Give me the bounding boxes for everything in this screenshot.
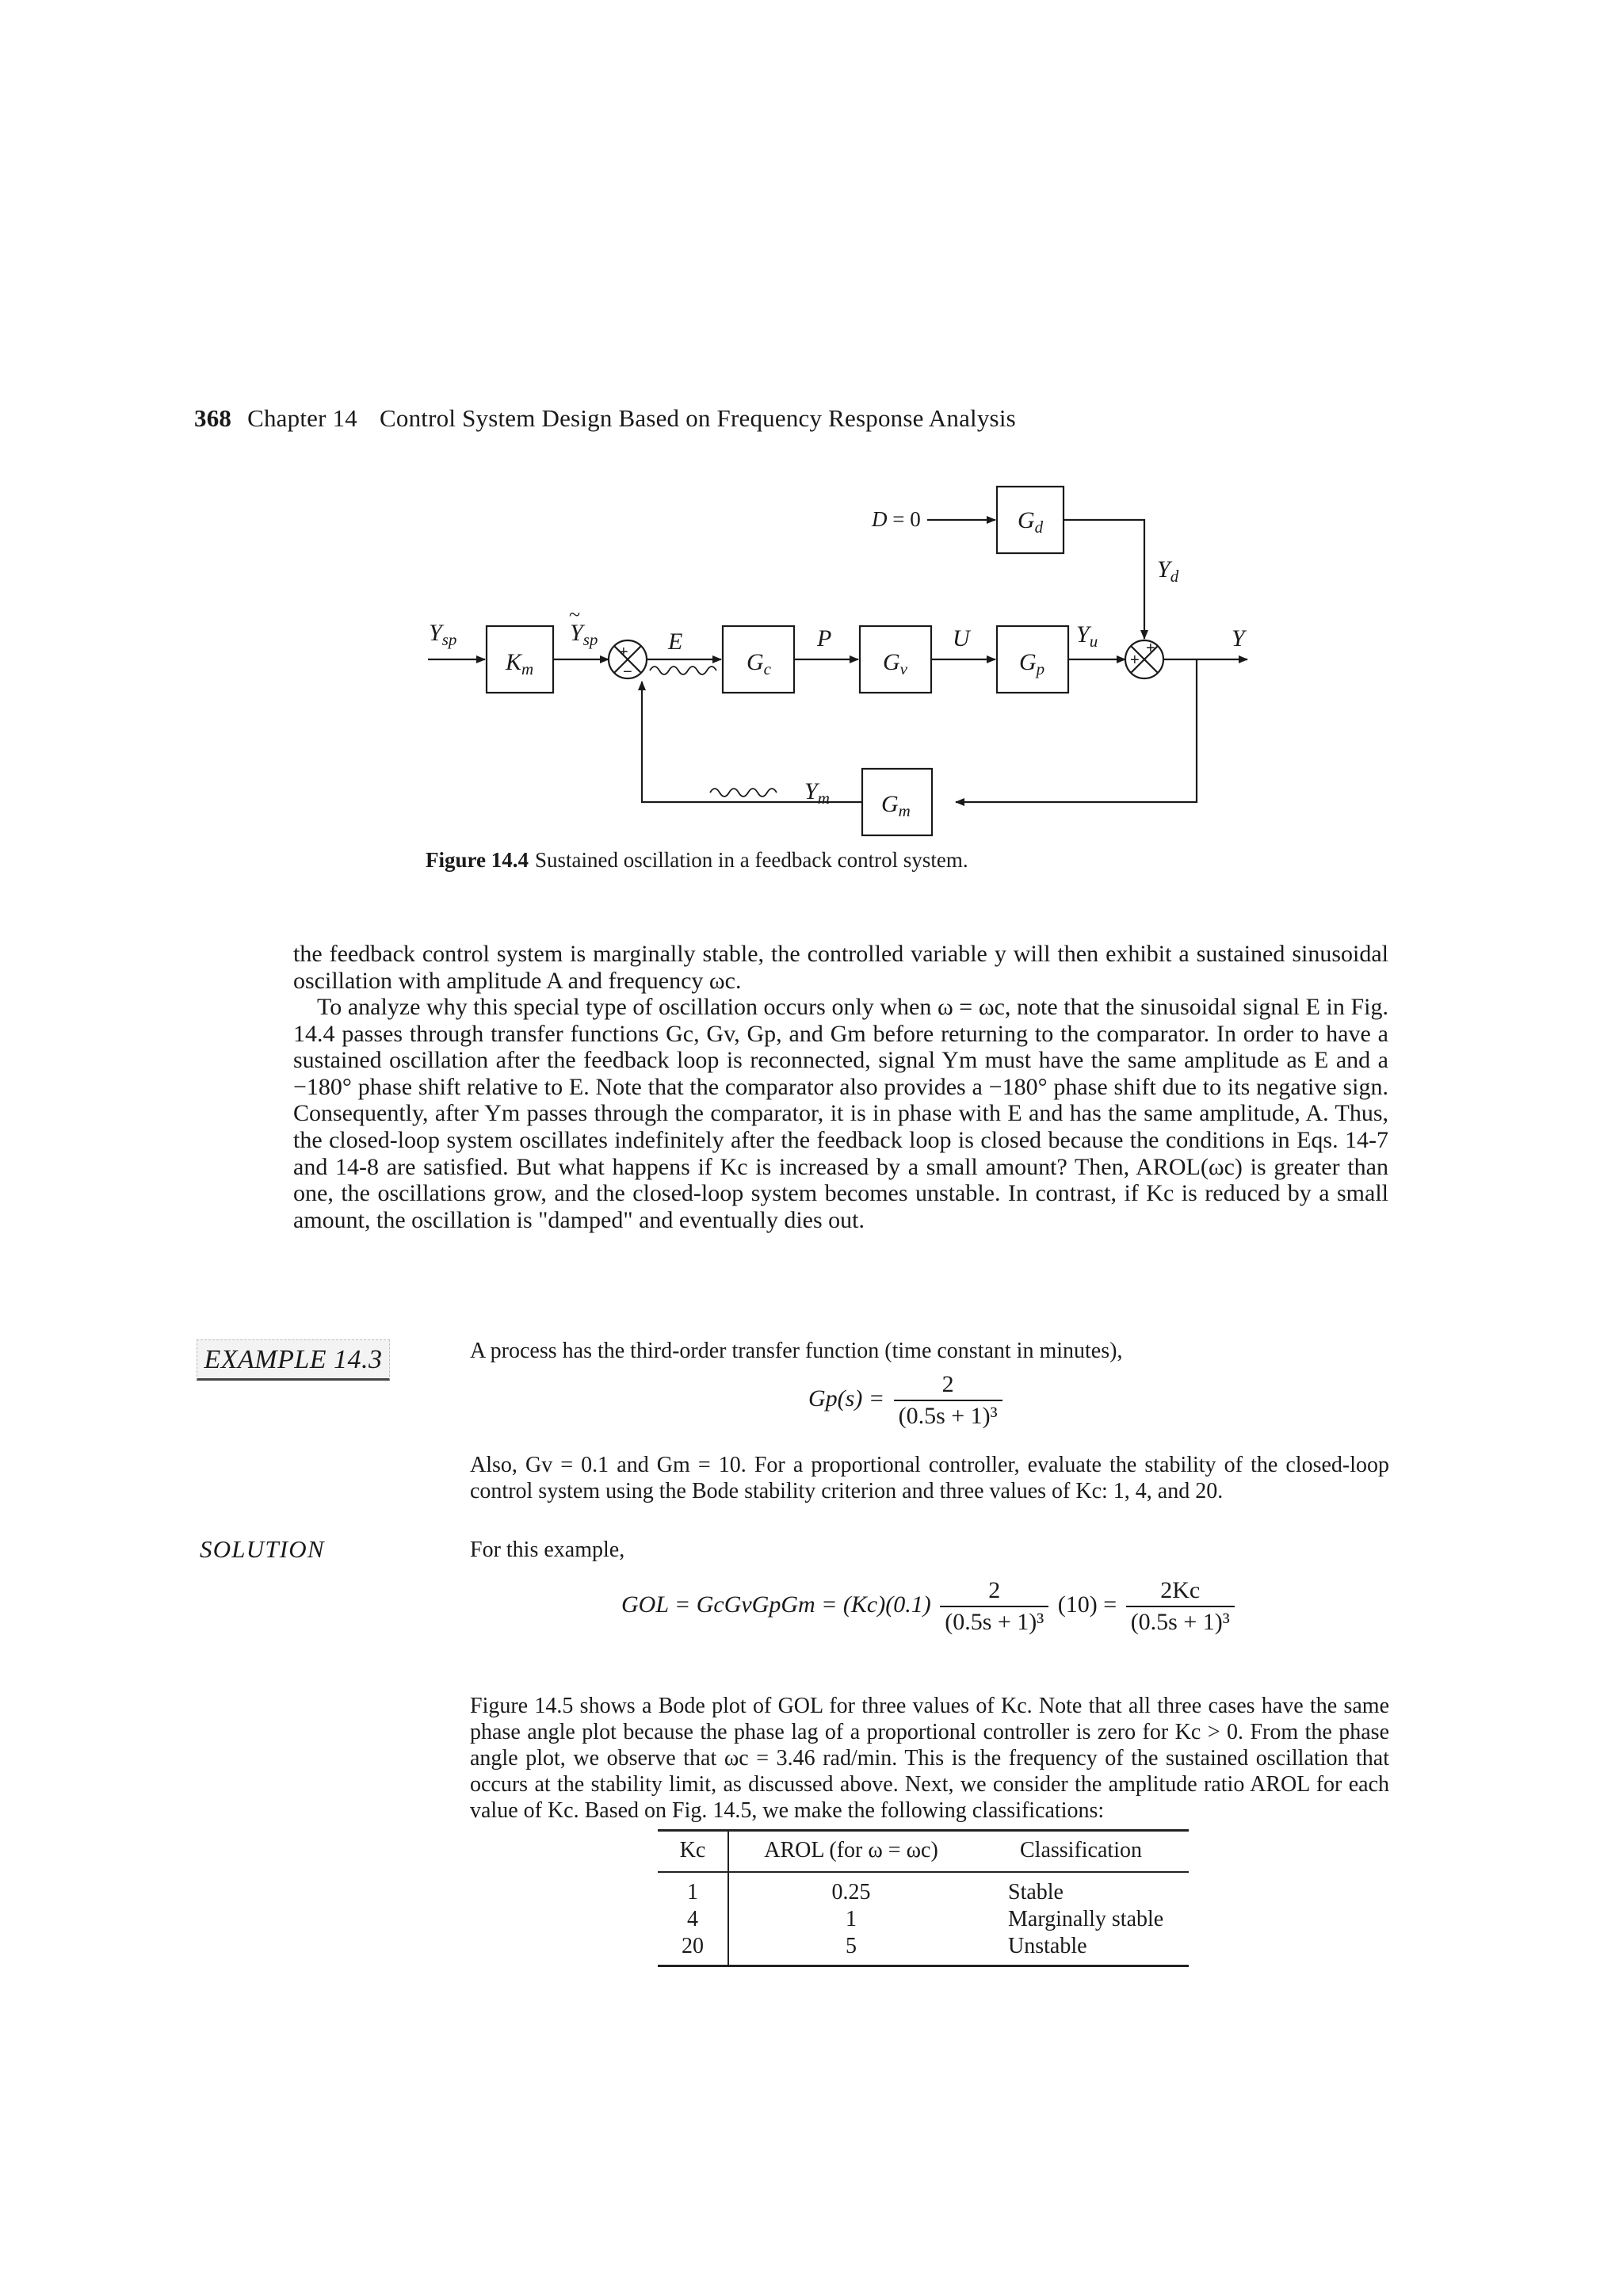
example-text-1: A process has the third-order transfer function (time constant in minutes), [470,1339,1123,1363]
page-number: 368 [194,404,232,432]
equation-gol [621,1577,1238,1636]
table-row [658,1906,1189,1933]
table-cell: 4 [658,1906,728,1933]
chapter-title: Control System Design Based on Frequency Response Analysis [380,404,1016,432]
table-cell: Stable [1008,1880,1064,1904]
label-p: P [817,625,832,651]
paragraph-1: the feedback control system is marginally stable, the controlled variable y will then exhibit a sustained sinusoidal oscillation with amplitude A and frequency ωc. [293,941,1388,994]
table-row [658,1872,1189,1906]
label-yu: $Y_u$ [1076,621,1098,651]
label-y: Y [1232,625,1245,651]
example-label: EXAMPLE 14.3 [197,1339,390,1381]
eq2-lhs: GOL = GcGvGpGm = (Kc)(0.1) [621,1591,931,1618]
label-ym: $Y_m$ [804,778,830,808]
block-diagram [0,0,1623,856]
chapter-label: Chapter 14 [247,404,357,432]
table-cell: 1 [658,1872,728,1906]
eq2-fraction-2 [1126,1577,1235,1636]
sine-wave-e [650,667,716,674]
paragraph-2: To analyze why this special type of oscillation occurs only when ω = ωc, note that the sinusoidal signal E in Fig. 14.4 passes through transfer functions Gc, Gv, Gp, and Gm before returning to the comparator. In order to have a sustained oscillation after the feedback loop is reconnected, signal Ym must have the same amplitude as E and a −180° phase shift relative to E. Note that the comparator also provides a −180° phase shift due to its negative sign. Consequently, after Ym passes through the comparator, it is in phase with E and has the same amplitude, A. Thus, the closed-loop system oscillates indefinitely after the feedback loop is closed because the conditions in Eqs. 14-7 and 14-8 are satisfied. But what happens if Kc is increased by a small amount? Then, AROL(ωc) is greater than one, the oscillations grow, and the closed-loop system becomes unstable. In contrast, if Kc is reduced by a small amount, the oscillation is "damped" and eventually dies out. [293,994,1388,1233]
table-cell: Marginally stable [1008,1907,1164,1931]
label-ysp-tilde: $Y_{sp}$ [570,620,598,649]
label-gv: $G_v$ [883,649,907,678]
equation-gp [808,1371,1006,1430]
table-cell: 5 [846,1934,857,1958]
classification-table [658,1829,1189,1967]
sine-wave-ym [710,789,777,797]
eq2-numerator-2: 2Kc [1126,1577,1235,1607]
label-gp: $G_p$ [1019,649,1045,678]
eq2-numerator-1: 2 [940,1577,1048,1607]
example-text-2: Also, Gv = 0.1 and Gm = 10. For a proportional controller, evaluate the stability of the closed-loop control system using the Bode stability criterion and three values of Kc: 1, 4, and 20. [470,1453,1389,1503]
sign-plus-3: + [1146,640,1155,657]
label-ysp: $Y_{sp}$ [429,620,457,649]
sign-plus-1: + [619,644,628,661]
caption-label: Figure 14.4 [426,848,529,872]
label-yd: $Y_d$ [1157,556,1179,586]
label-km: $K_m$ [506,649,534,678]
arrow-ym [642,682,862,802]
eq2-mid: (10) = [1057,1591,1117,1618]
label-u: U [953,625,970,651]
sign-plus-2: + [1130,651,1140,669]
label-e: E [668,628,683,655]
label-gm: $G_m$ [881,791,911,820]
table-cell: Unstable [1008,1934,1087,1958]
eq1-numerator: 2 [894,1371,1002,1401]
eq2-denominator-2: (0.5s + 1)³ [1130,1609,1230,1635]
table-cell: 0.25 [831,1880,871,1904]
table-cell: 20 [658,1933,728,1966]
sign-minus-1: − [623,663,632,681]
table-header-arol: AROL (for ω = ωc) [728,1831,973,1873]
feedback-line-y [956,659,1197,802]
eq1-lhs: Gp(s) = [808,1385,885,1412]
label-gd: $G_d$ [1018,507,1044,537]
table-header-row [658,1831,1189,1873]
eq1-denominator: (0.5s + 1)³ [898,1403,998,1429]
eq2-fraction-1 [940,1577,1048,1636]
eq2-denominator-1: (0.5s + 1)³ [945,1609,1044,1635]
caption-text: Sustained oscillation in a feedback control system. [535,848,968,872]
table-header-classification: Classification [973,1831,1189,1873]
label-tilde: ~ [569,603,581,626]
eq1-fraction [894,1371,1002,1430]
table-row [658,1933,1189,1966]
solution-text-2: Figure 14.5 shows a Bode plot of GOL for three values of Kc. Note that all three cases have the same phase angle plot because the phase lag of a proportional controller is zero for Kc > 0. From the phase angle plot, we observe that ωc = 3.46 rad/min. This is the frequency of the sustained oscillation that occurs at the stability limit, as discussed above. Next, we consider the amplitude ratio AROL for each value of Kc. Based on Fig. 14.5, we make the following classifications: [470,1694,1389,1823]
label-gc: $G_c$ [747,649,771,678]
solution-text-1: For this example, [470,1538,625,1562]
table-header-kc: Kc [658,1831,728,1873]
figure-caption [426,848,968,873]
label-d0: D = 0 [872,507,921,531]
table-cell: 1 [846,1907,857,1931]
solution-label: SOLUTION [200,1535,325,1563]
